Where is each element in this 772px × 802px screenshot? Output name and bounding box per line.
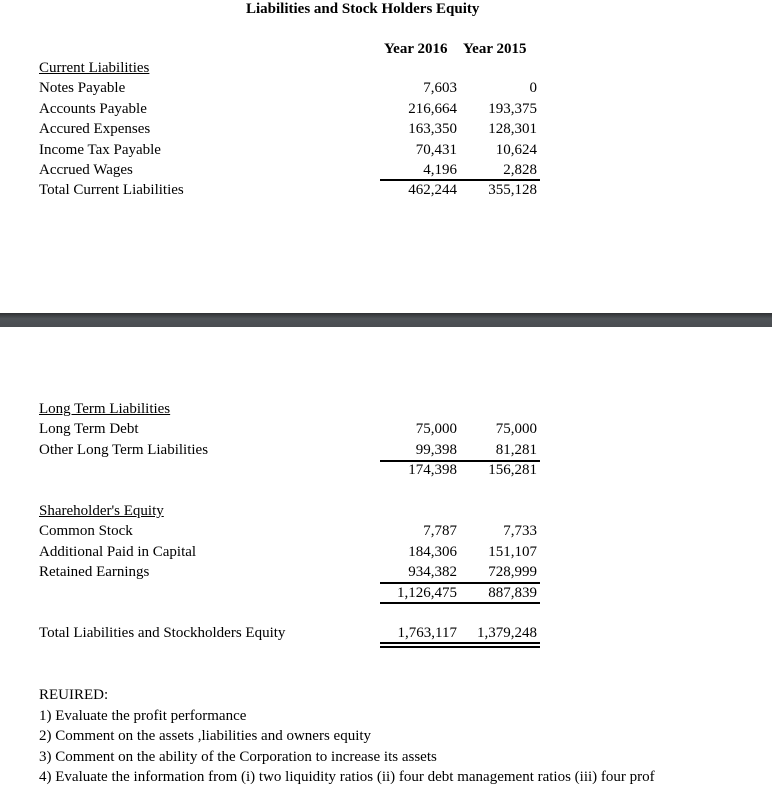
row-label: Other Long Term Liabilities — [39, 441, 209, 458]
page-title: Liabilities and Stock Holders Equity — [246, 1, 480, 17]
row-label: Total Current Liabilities — [39, 182, 184, 199]
double-rule-top — [380, 642, 540, 644]
row-label: Accounts Payable — [39, 100, 147, 117]
value-2016: 462,244 — [408, 182, 457, 199]
required-item: 2) Comment on the assets ,liabilities and owners equity — [39, 728, 372, 744]
section-heading: Shareholder's Equity — [39, 503, 164, 519]
value-2015: 0 — [529, 80, 537, 97]
grand-total-2015: 1,379,248 — [477, 625, 537, 641]
row-label: Accured Expenses — [39, 121, 151, 138]
subtotal-rule — [380, 602, 540, 604]
value-2015: 156,281 — [488, 462, 537, 479]
value-2016: 934,382 — [408, 564, 457, 581]
required-item: 4) Evaluate the information from (i) two liquidity ratios (ii) four debt management ratios (iii) four prof — [39, 769, 655, 785]
value-2016: 216,664 — [408, 100, 457, 117]
value-2016: 75,000 — [415, 421, 457, 438]
required-item: 1) Evaluate the profit performance — [39, 708, 247, 724]
value-2015: 193,375 — [488, 100, 537, 117]
subtotal-rule — [380, 582, 540, 584]
column-header-2015: Year 2015 — [463, 41, 527, 57]
value-2015: 355,128 — [488, 182, 537, 199]
value-2016: 7,603 — [423, 80, 457, 97]
double-rule-bottom — [380, 646, 540, 648]
value-2016: 1,126,475 — [397, 584, 457, 601]
section-heading: Long Term Liabilities — [39, 401, 171, 417]
page-separator — [0, 313, 772, 327]
value-2016: 163,350 — [408, 121, 457, 138]
required-heading: REUIRED: — [39, 687, 109, 703]
row-label: Notes Payable — [39, 80, 126, 97]
row-label: Retained Earnings — [39, 564, 150, 581]
subtotal-rule — [380, 460, 540, 462]
value-2015: 128,301 — [488, 121, 537, 138]
grand-total-2016: 1,763,117 — [397, 625, 457, 641]
value-2015: 887,839 — [488, 584, 537, 601]
required-item: 3) Comment on the ability of the Corporation to increase its assets — [39, 749, 437, 765]
subtotal-rule — [380, 179, 540, 181]
row-label: Accrued Wages — [39, 162, 133, 178]
value-2015: 151,107 — [488, 543, 537, 560]
value-2015: 728,999 — [488, 564, 537, 581]
row-label: Additional Paid in Capital — [39, 543, 197, 560]
value-2016: 7,787 — [423, 523, 457, 540]
value-2016: 174,398 — [408, 462, 457, 479]
column-header-2016: Year 2016 — [384, 41, 448, 57]
row-label: Common Stock — [39, 523, 133, 540]
value-2016: 70,431 — [415, 141, 457, 158]
row-label: Income Tax Payable — [39, 141, 161, 158]
value-2015: 10,624 — [495, 141, 537, 158]
value-2015: 75,000 — [495, 421, 537, 438]
value-2016: 4,196 — [423, 162, 457, 178]
row-label: Long Term Debt — [39, 421, 139, 438]
section-heading: Current Liabilities — [39, 60, 150, 76]
grand-total-label: Total Liabilities and Stockholders Equity — [39, 625, 286, 641]
value-2015: 7,733 — [503, 523, 537, 540]
value-2015: 81,281 — [495, 441, 537, 458]
value-2016: 99,398 — [415, 441, 457, 458]
value-2016: 184,306 — [408, 543, 457, 560]
value-2015: 2,828 — [503, 162, 537, 178]
